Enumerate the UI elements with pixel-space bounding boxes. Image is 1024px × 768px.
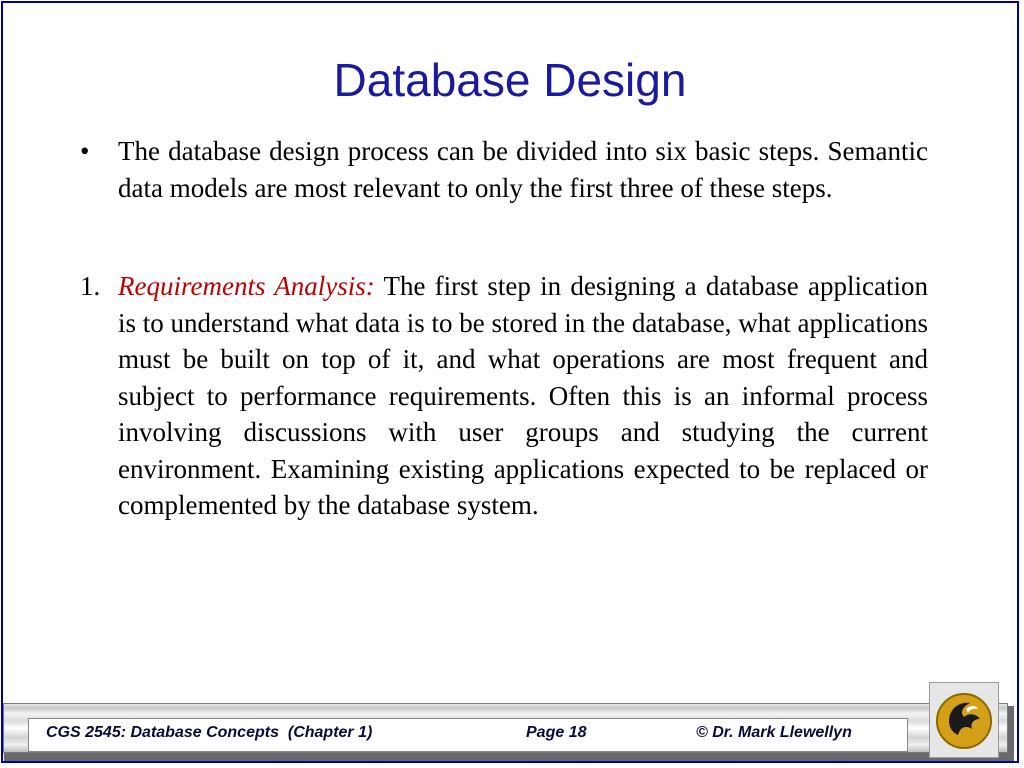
bullet-text: The database design process can be divided into six basic steps. Semantic data models are most relevant to only the first three of these steps. (118, 136, 928, 203)
step-paragraph (80, 268, 928, 524)
step-text: The first step in designing a database application is to understand what data is to be stored in the database, what applications must be built on top of it, and what operations are most frequent and subject to performance requirements. Often this is an informal process involving discussions with user groups and studying the current environment. Examining existing applications expected to be replaced or complemented by the database system. (118, 271, 928, 520)
footer-course: CGS 2545: Database Concepts (Chapter 1) (46, 724, 373, 741)
ucf-pegasus-logo-icon (930, 683, 998, 757)
logo-frame (929, 682, 999, 758)
bullet-paragraph (80, 133, 928, 206)
step-number: 1. (80, 271, 101, 301)
step-lead-term: Requirements Analysis: (118, 271, 375, 301)
bullet-marker: • (80, 136, 90, 166)
footer-page: Page 18 (526, 724, 587, 741)
footer-author: © Dr. Mark Llewellyn (696, 724, 852, 741)
slide-title: Database Design (333, 54, 687, 106)
